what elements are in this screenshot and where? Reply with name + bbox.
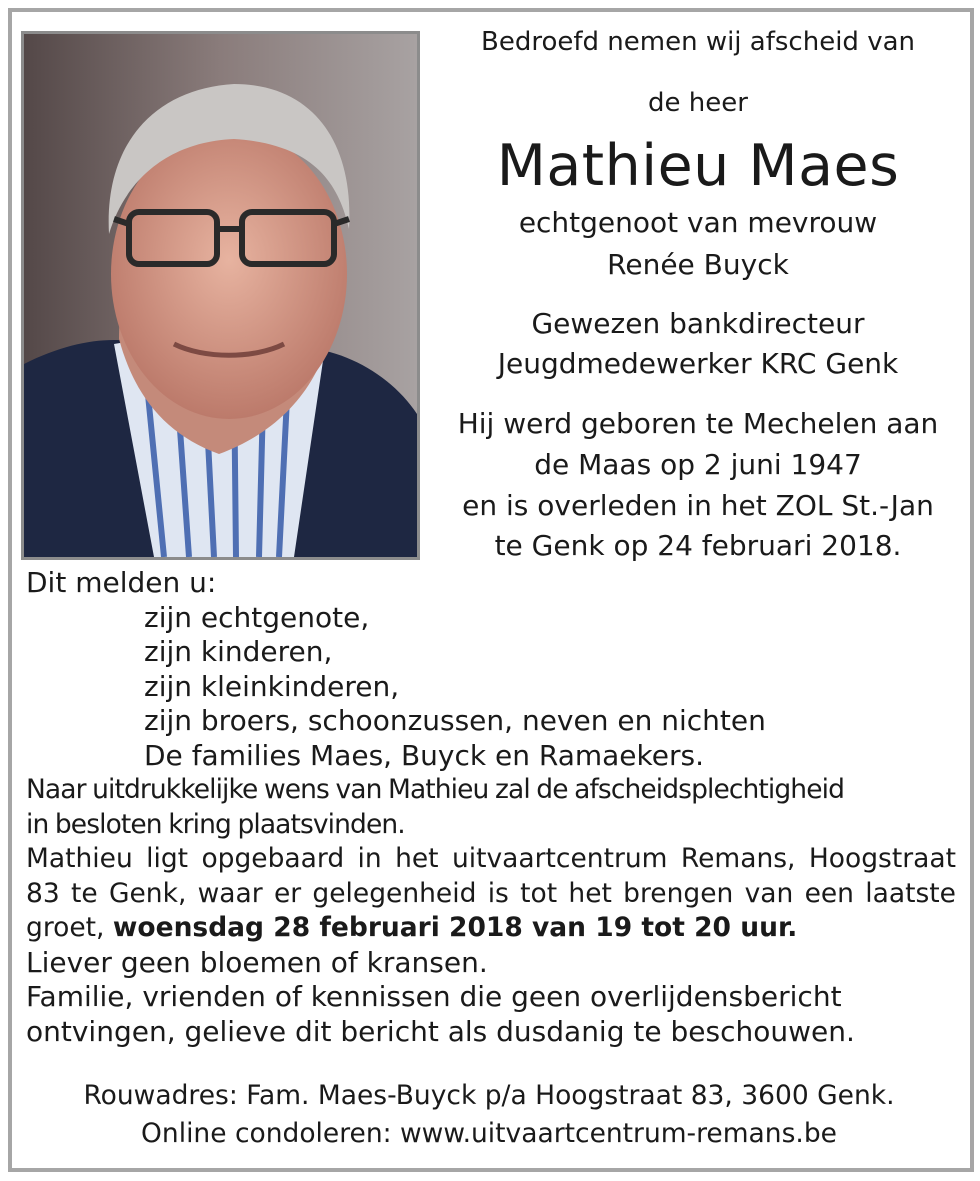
life-line-3: en is overleden in het ZOL St.-Jan <box>462 489 934 522</box>
visitation-text: Mathieu ligt opgebaard in het uitvaartcentrum Remans, Hoogstraat 83 te Genk, waar er gelegenheid is tot het brengen van een laatste groet, <box>26 843 956 943</box>
family-member: zijn echtgenote, <box>144 600 370 634</box>
wish-line-1: Naar uitdrukkelijke wens van Mathieu zal de afscheidsplechtigheid <box>26 774 844 805</box>
wish-line-2: in besloten kring plaatsvinden. <box>26 808 405 840</box>
role-line-2: Jeugdmedewerker KRC Genk <box>497 347 899 380</box>
address-line: Rouwadres: Fam. Maes-Buyck p/a Hoogstraat 83, 3600 Genk. <box>83 1080 895 1111</box>
visitation-paragraph <box>26 842 956 946</box>
flowers-note: Liever geen bloemen of kransen. <box>26 945 488 979</box>
announcement-intro: Dit melden u: <box>26 566 217 599</box>
family-member: De families Maes, Buyck en Ramaekers. <box>144 738 704 772</box>
announcement <box>26 566 956 1049</box>
notice-line-1: Familie, vrienden of kennissen die geen overlijdensbericht <box>26 980 842 1013</box>
life-line-1: Hij werd geboren te Mechelen aan <box>457 407 939 440</box>
online-condolence-line: Online condoleren: www.uitvaartcentrum-remans.be <box>141 1118 837 1149</box>
role-line-1: Gewezen bankdirecteur <box>531 307 865 340</box>
life-line-2: de Maas op 2 juni 1947 <box>534 448 862 481</box>
spouse-line-1: echtgenoot van mevrouw <box>518 206 878 239</box>
life-line-4: te Genk op 24 februari 2018. <box>494 529 902 562</box>
spouse-line-2: Renée Buyck <box>607 248 789 281</box>
family-member: zijn kinderen, <box>144 635 333 668</box>
visitation-time: woensdag 28 februari 2018 van 19 tot 20 uur. <box>112 912 798 943</box>
family-member: zijn broers, schoonzussen, neven en nichten <box>144 704 766 737</box>
family-member: zijn kleinkinderen, <box>144 669 400 703</box>
notice-line-2: ontvingen, gelieve dit bericht als dusdanig te beschouwen. <box>26 1014 855 1048</box>
portrait-image <box>24 34 417 557</box>
deceased-name: Mathieu Maes <box>496 133 900 199</box>
intro-line: Bedroefd nemen wij afscheid van <box>481 27 915 57</box>
portrait-photo <box>21 31 420 560</box>
honorific: de heer <box>648 88 748 118</box>
